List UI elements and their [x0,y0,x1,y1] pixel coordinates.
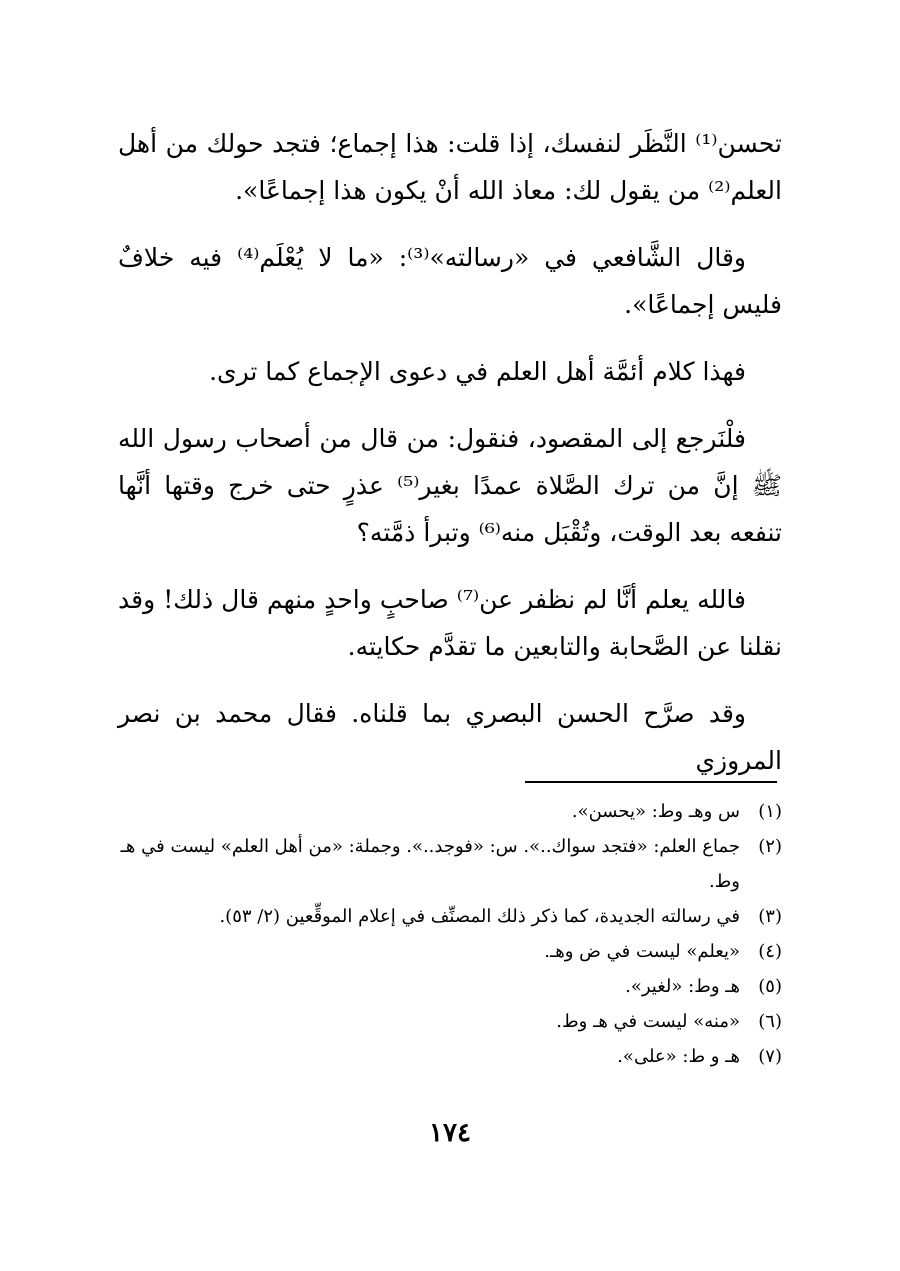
footnote-1 [118,794,782,829]
footnote-text: هـ و ط: «على». [617,1046,740,1067]
footnote-4 [118,934,782,969]
footnote-text: جماع العلم: «فتجد سواك..». س: «فوجد..». وجملة: «من أهل العلم» ليست في هـ وط. [120,836,740,892]
footnotes [118,794,782,1074]
paragraph-4: فلْنَرجع إلى المقصود، فنقول: من قال من أصحاب رسول الله ﷺ إنَّ من ترك الصَّلاة عمدًا بغير⁽⁵⁾ عذرٍ حتى خرج وقتها أنَّها تنفعه بعد الوقت، وتُقْبَل منه⁽⁶⁾ وتبرأ ذمَّته؟ [118,424,782,547]
footnote-6 [118,1004,782,1039]
footnote-text: في رسالته الجديدة، كما ذكر ذلك المصنِّف في إعلام الموقِّعين (٢/ ٥٣). [219,906,740,927]
paragraph-1: تحسن⁽¹⁾ النَّظَر لنفسك، إذا قلت: هذا إجماع؛ فتجد حولك من أهل العلم⁽²⁾ من يقول لك: معاذ الله أنْ يكون هذا إجماعًا». [118,129,782,205]
footnote-text: س وهـ وط: «يحسن». [571,801,740,822]
footnote-number: (٣) [758,906,782,927]
footnote-text: هـ وط: «لغير». [625,976,740,997]
paragraph-5: فالله يعلم أنَّا لم نظفر عن⁽⁷⁾ صاحبٍ واحدٍ منهم قال ذلك! وقد نقلنا عن الصَّحابة والتابعين ما تقدَّم حكايته. [118,585,782,661]
footnote-number: (٦) [758,1011,782,1032]
footnote-2 [118,829,782,899]
footnote-divider [525,781,777,783]
footnote-number: (٥) [758,976,782,997]
paragraph-3: فهذا كلام أئمَّة أهل العلم في دعوى الإجماع كما ترى. [209,357,746,386]
footnote-5 [118,969,782,1004]
footnote-number: (٧) [758,1046,782,1067]
main-text [118,120,782,804]
footnote-number: (١) [758,801,782,822]
footnote-7 [118,1039,782,1074]
footnote-3 [118,899,782,934]
paragraph-6: وقد صرَّح الحسن البصري بما قلناه. فقال محمد بن نصر المروزي [118,699,782,775]
footnote-text: «يعلم» ليست في ض وهـ. [544,941,740,962]
footnote-number: (٤) [758,941,782,962]
footnote-text: «منه» ليست في هـ وط. [556,1011,740,1032]
footnote-number: (٢) [758,836,782,857]
paragraph-2: وقال الشَّافعي في «رسالته»⁽³⁾: «ما لا يُعْلَم⁽⁴⁾ فيه خلافٌ فليس إجماعًا». [118,243,782,319]
page-number: ١٧٤ [429,1118,471,1148]
